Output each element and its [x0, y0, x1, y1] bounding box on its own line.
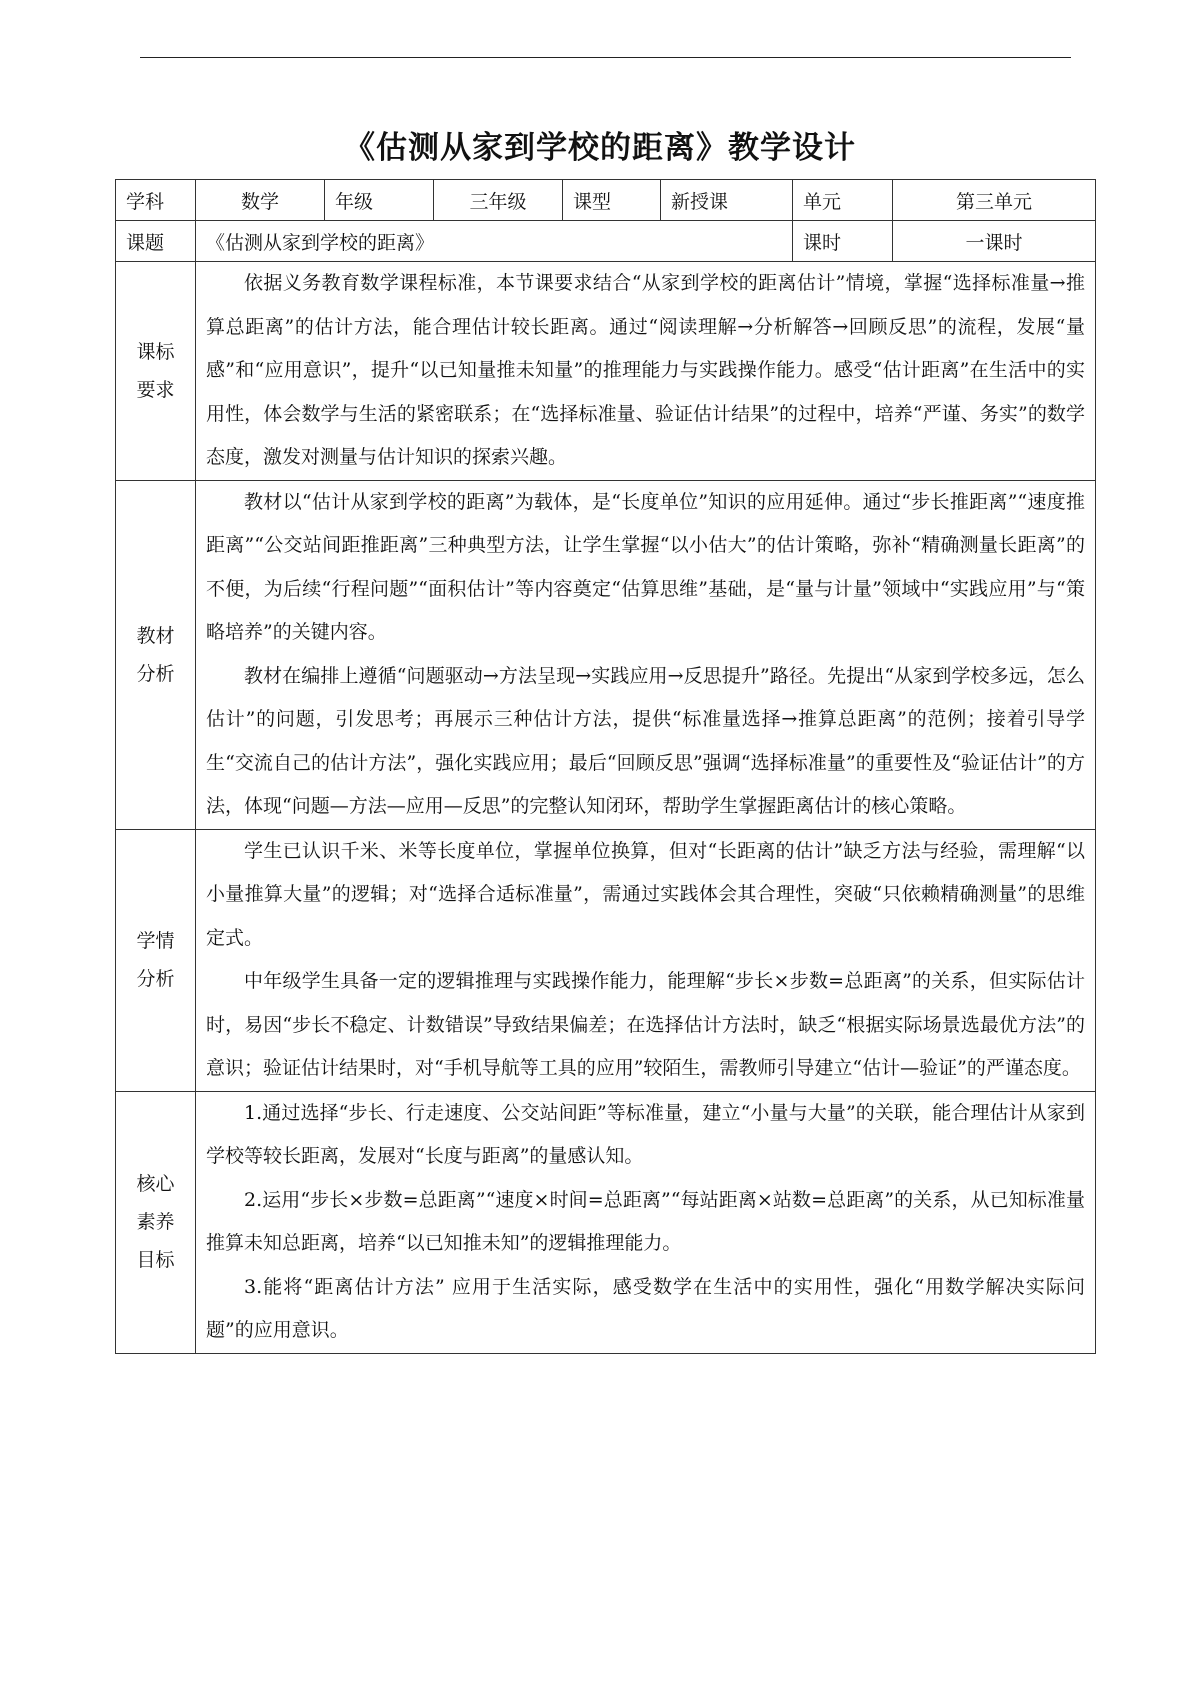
header-rule: [140, 57, 1071, 58]
section-label-line: 要求: [136, 378, 175, 401]
subject-label: 学科: [116, 180, 196, 221]
section-row-goals: [116, 1091, 1096, 1353]
section-row-students: [116, 829, 1096, 1091]
section-paragraph: 中年级学生具备一定的逻辑推理与实践操作能力，能理解“步长×步数=总距离”的关系，但实际估计时，易因“步长不稳定、计数错误”导致结果偏差；在选择估计方法时，缺乏“根据实际场景选最优方法”的意识；验证估计结果时，对“手机导航等工具的应用”较陌生，需教师引导建立“估计—验证”的严谨态度。: [206, 970, 1085, 1079]
section-label-line: 素养: [136, 1211, 175, 1233]
grade-value: 三年级: [434, 180, 563, 221]
section-paragraph: 依据义务教育数学课程标准，本节课要求结合“从家到学校的距离估计”情境，掌握“选择标准量→推算总距离”的估计方法，能合理估计较长距离。通过“阅读理解→分析解答→回顾反思”的流程，发展“量感”和“应用意识”，提升“以已知量推未知量”的推理能力与实践操作能力。感受“估计距离”在生活中的实用性，体会数学与生活的紧密联系；在“选择标准量、验证估计结果”的过程中，培养“严谨、务实”的数学态度，激发对测量与估计知识的探索兴趣。: [206, 272, 1085, 468]
section-paragraph: 2.运用“步长×步数=总距离”“速度×时间=总距离”“每站距离×站数=总距离”的关系，从已知标准量推算未知总距离，培养“以已知推未知”的逻辑推理能力。: [206, 1188, 1085, 1254]
section-content: [196, 829, 1096, 1091]
section-label-line: 核心: [136, 1173, 175, 1195]
section-label-line: 目标: [136, 1249, 175, 1271]
lesson-type-label: 课型: [563, 180, 661, 221]
info-row: [116, 180, 1096, 221]
lesson-plan-table: [115, 179, 1096, 1354]
topic-row: [116, 221, 1096, 262]
section-label: [116, 480, 196, 829]
section-label-line: 课标: [136, 340, 175, 363]
section-paragraph: 3.能将“距离估计方法” 应用于生活实际，感受数学在生活中的实用性，强化“用数学解决实际问题”的应用意识。: [206, 1275, 1085, 1341]
section-paragraph: 1.通过选择“步长、行走速度、公交站间距”等标准量，建立“小量与大量”的关联，能合理估计从家到学校等较长距离，发展对“长度与距离”的量感认知。: [206, 1101, 1085, 1167]
grade-label: 年级: [325, 180, 434, 221]
section-label-line: 分析: [136, 968, 175, 990]
unit-label: 单元: [793, 180, 893, 221]
topic-label: 课题: [116, 221, 196, 262]
section-label: [116, 1091, 196, 1353]
section-row-curriculum: [116, 262, 1096, 481]
section-paragraph: 教材在编排上遵循“问题驱动→方法呈现→实践应用→反思提升”路径。先提出“从家到学校多远，怎么估计”的问题，引发思考；再展示三种估计方法，提供“标准量选择→推算总距离”的范例；接着引导学生“交流自己的估计方法”，强化实践应用；最后“回顾反思”强调“选择标准量”的重要性及“验证估计”的方法，体现“问题—方法—应用—反思”的完整认知闭环，帮助学生掌握距离估计的核心策略。: [206, 664, 1085, 817]
topic-value: 《估测从家到学校的距离》: [196, 221, 793, 262]
section-paragraph: 学生已认识千米、米等长度单位，掌握单位换算，但对“长距离的估计”缺乏方法与经验，需理解“以小量推算大量”的逻辑；对“选择合适标准量”，需通过实践体会其合理性，突破“只依赖精确测量”的思维定式。: [206, 839, 1085, 949]
section-content: [196, 480, 1096, 829]
section-row-textbook: [116, 480, 1096, 829]
period-label: 课时: [793, 221, 893, 262]
section-label-line: 教材: [136, 624, 175, 647]
unit-value: 第三单元: [893, 180, 1096, 221]
subject-value: 数学: [196, 180, 325, 221]
section-label-line: 分析: [136, 662, 175, 685]
section-label-line: 学情: [136, 930, 175, 952]
period-value: 一课时: [893, 221, 1096, 262]
lesson-type-value: 新授课: [661, 180, 793, 221]
section-paragraph: 教材以“估计从家到学校的距离”为载体，是“长度单位”知识的应用延伸。通过“步长推距离”“速度推距离”“公交站间距推距离”三种典型方法，让学生掌握“以小估大”的估计策略，弥补“精确测量长距离”的不便，为后续“行程问题”“面积估计”等内容奠定“估算思维”基础，是“量与计量”领域中“实践应用”与“策略培养”的关键内容。: [206, 490, 1085, 643]
section-label: [116, 262, 196, 481]
section-label: [116, 829, 196, 1091]
section-content: [196, 262, 1096, 481]
document-title: 《估测从家到学校的距离》教学设计: [344, 130, 856, 166]
section-content: [196, 1091, 1096, 1353]
